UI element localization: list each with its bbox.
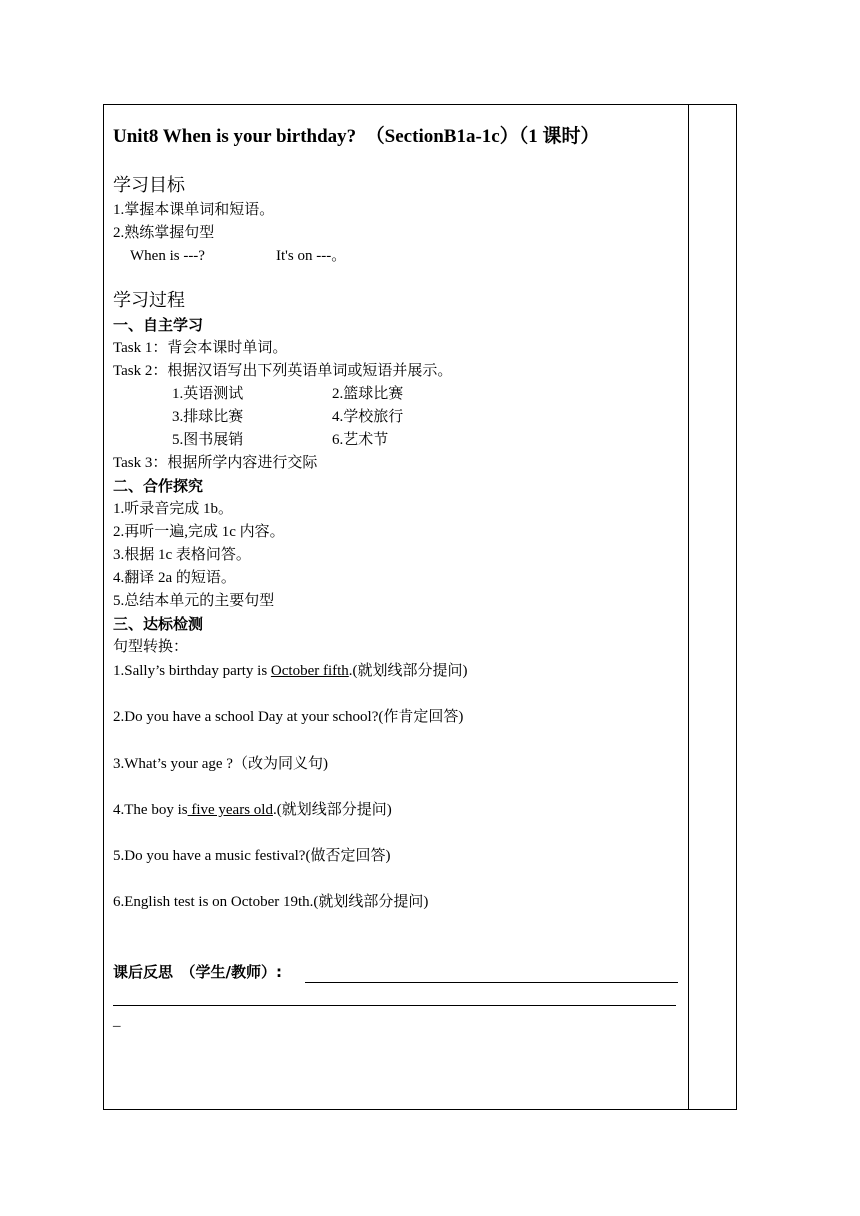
vocab-item: 6.艺术节	[332, 432, 389, 448]
list-item: 3.根据 1c 表格问答。	[113, 547, 251, 563]
section-heading: 二、合作探究	[113, 477, 204, 495]
task-1: Task 1：背会本课时单词。	[113, 340, 288, 356]
sentence-pattern-question: When is ---?	[130, 248, 205, 264]
question-instruction: .(就划线部分提问)	[272, 802, 392, 818]
objective-item: 1.掌握本课单词和短语。	[113, 202, 275, 218]
question-text: 4.The boy is	[113, 802, 188, 818]
page-title: Unit8 When is your birthday? （SectionB1a-1c）（1 课时）	[113, 126, 600, 147]
vocab-item: 4.学校旅行	[332, 409, 404, 425]
question-instruction: .(就划线部分提问)	[348, 663, 468, 679]
list-item: 1.听录音完成 1b。	[113, 501, 234, 517]
task-2: Task 2：根据汉语写出下列英语单词或短语并展示。	[113, 363, 453, 379]
task-3: Task 3：根据所学内容进行交际	[113, 455, 318, 471]
list-item: 5.总结本单元的主要句型	[113, 593, 275, 609]
underlined-phrase: October fifth	[270, 663, 349, 679]
exercise-question	[113, 800, 392, 820]
reflection-blank-line	[113, 1005, 676, 1006]
reflection-blank-line	[305, 982, 678, 983]
section-heading: 三、达标检测	[113, 615, 204, 633]
exercise-question: 5.Do you have a music festival?(做否定回答)	[113, 848, 391, 864]
vocab-item: 5.图书展销	[172, 432, 244, 448]
vocab-item: 1.英语测试	[172, 386, 244, 402]
vocab-item: 2.篮球比赛	[332, 386, 404, 402]
exercise-question: 2.Do you have a school Day at your school?(作肯定回答)	[113, 709, 464, 725]
exercise-question: 3.What’s your age ?（改为同义句)	[113, 756, 328, 772]
process-heading: 学习过程	[113, 290, 185, 311]
exercise-question: 6.English test is on October 19th.(就划线部分提问)	[113, 894, 429, 910]
table-column-divider	[688, 104, 689, 1110]
vocab-item: 3.排球比赛	[172, 409, 244, 425]
section-heading: 一、自主学习	[113, 316, 204, 334]
objectives-heading: 学习目标	[113, 175, 185, 196]
exercise-question	[113, 661, 468, 681]
question-text: 1.Sally’s birthday party is	[113, 663, 271, 679]
reflection-label: 课后反思 （学生/教师）:	[113, 963, 282, 981]
exercise-label: 句型转换：	[113, 639, 189, 655]
sentence-pattern-answer: It's on ---。	[276, 248, 347, 264]
list-item: 2.再听一遍,完成 1c 内容。	[113, 524, 285, 540]
reflection-tail: _	[113, 1013, 121, 1029]
underlined-phrase: five years old	[187, 802, 273, 818]
objective-item: 2.熟练掌握句型	[113, 225, 215, 241]
list-item: 4.翻译 2a 的短语。	[113, 570, 236, 586]
